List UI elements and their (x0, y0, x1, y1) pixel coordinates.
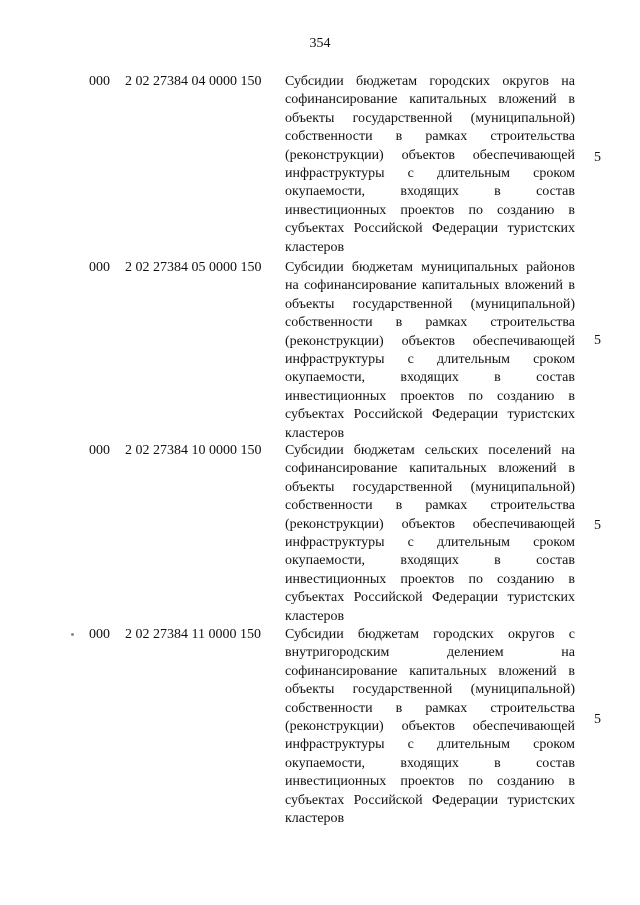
classification-code: 2 02 27384 11 0000 150 (125, 627, 261, 642)
allocation-standard: 5 (594, 333, 601, 348)
administrator-code: 000 (89, 260, 110, 275)
income-description: Субсидии бюджетам муниципальных районов на софинансирование капитальных вложений в объекты государственной (муниципальной) собственности в рамках строительства (реконструкции) объектов обеспечивающей инфраструктуры с длительным сроком окупаемости, входящих в состав инвестиционных проектов по созданию в субъектах Российской Федерации туристских кластеров (285, 260, 575, 441)
administrator-code: 000 (89, 74, 110, 89)
scan-artifact-dot (71, 633, 74, 636)
income-description: Субсидии бюджетам сельских поселений на софинансирование капитальных вложений в объекты государственной (муниципальной) собственности в рамках строительства (реконструкции) объектов обеспечивающей инфраструктуры с длительным сроком окупаемости, входящих в состав инвестиционных проектов по созданию в субъектах Российской Федерации туристских кластеров (285, 443, 575, 624)
allocation-standard: 5 (594, 518, 601, 533)
classification-code: 2 02 27384 10 0000 150 (125, 443, 262, 458)
administrator-code: 000 (89, 627, 110, 642)
classification-code: 2 02 27384 05 0000 150 (125, 260, 262, 275)
income-description: Субсидии бюджетам городских округов на софинансирование капитальных вложений в объекты государственной (муниципальной) собственности в рамках строительства (реконструкции) объектов обеспечивающей инфраструктуры с длительным сроком окупаемости, входящих в состав инвестиционных проектов по созданию в субъектах Российской Федерации туристских кластеров (285, 74, 575, 255)
page-number: 354 (309, 36, 331, 51)
classification-code: 2 02 27384 04 0000 150 (125, 74, 262, 89)
administrator-code: 000 (89, 443, 110, 458)
income-description: Субсидии бюджетам городских округов с внутригородским делением на софинансирование капитальных вложений в объекты государственной (муниципальной) собственности в рамках строительства (реконструкции) объектов обеспечивающей инфраструктуры с длительным сроком окупаемости, входящих в состав инвестиционных проектов по созданию в субъектах Российской Федерации туристских кластеров (285, 627, 575, 827)
allocation-standard: 5 (594, 150, 601, 165)
allocation-standard: 5 (594, 712, 601, 727)
